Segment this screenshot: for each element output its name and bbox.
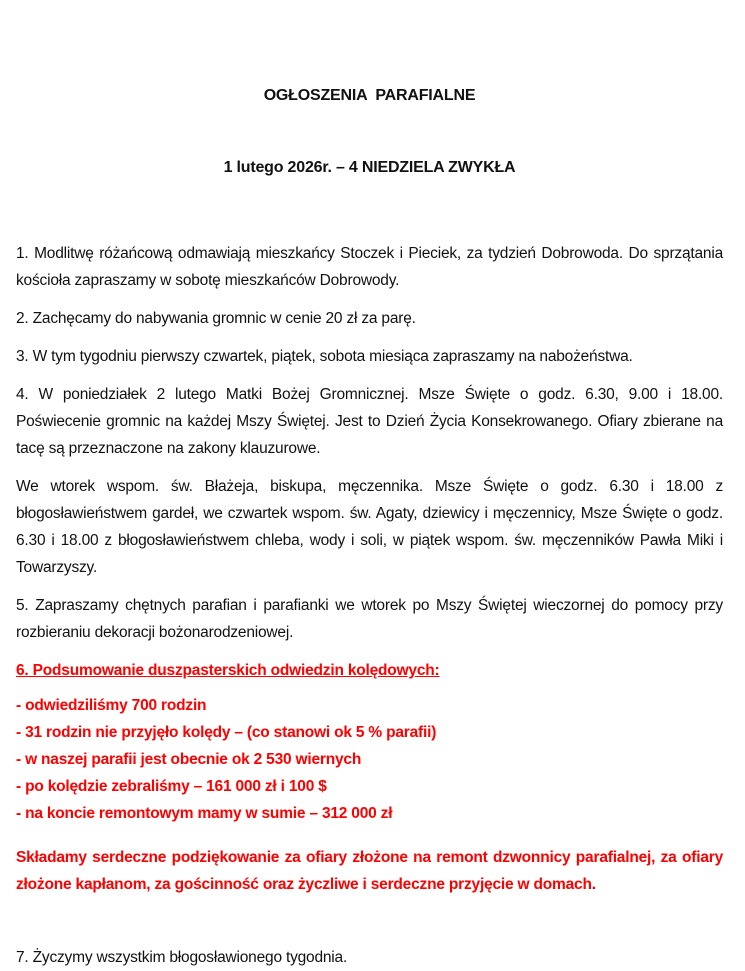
document-title: OGŁOSZENIA PARAFIALNE [263, 87, 476, 104]
summary-list [16, 692, 723, 827]
paragraph-1-rosary: 1. Modlitwę różańcową odmawiają mieszkańcy Stoczek i Pieciek, za tydzień Dobrowoda. Do sprzątania kościoła zapraszamy w sobotę mieszkańców Dobrowody. [16, 245, 723, 289]
document-subtitle: 1 lutego 2026r. – 4 NIEDZIELA ZWYKŁA [223, 159, 516, 176]
summary-heading: 6. Podsumowanie duszpasterskich odwiedzin kolędowych: [16, 662, 440, 679]
summary-item-parish-count: - w naszej parafii jest obecnie ok 2 530 wiernych [16, 751, 362, 768]
summary-item-collected: - po kolędzie zebraliśmy – 161 000 zł i 100 $ [16, 778, 327, 795]
paragraph-2-candles: 2. Zachęcamy do nabywania gromnic w cenie 20 zł za parę. [16, 310, 416, 327]
paragraph-4-monday-feast: 4. W poniedziałek 2 lutego Matki Bożej Gromnicznej. Msze Święte o godz. 6.30, 9.00 i 18.00. Poświecenie gromnic na każdej Mszy Świętej. Jest to Dzień Życia Konsekrowanego. Ofiary zbierane na tacę są przeznaczone na zakony klauzurowe. [16, 386, 723, 457]
closing-paragraph: 7. Życzymy wszystkim błogosławionego tygodnia. [16, 949, 348, 966]
summary-item-families-visited: - odwiedziliśmy 700 rodzin [16, 697, 207, 714]
paragraph-5-decorations: 5. Zapraszamy chętnych parafian i parafianki we wtorek po Mszy Świętej wieczornej do pomocy przy rozbieraniu dekoracji bożonarodzeniowej. [16, 597, 723, 641]
paragraph-week-saints: We wtorek wspom. św. Błażeja, biskupa, męczennika. Msze Święte o godz. 6.30 i 18.00 z błogosławieństwem gardeł, we czwartek wspom. św. Agaty, dziewicy i męczennicy, Msze Święte o godz. 6.30 i 18.00 z błogosławieństwem chleba, wody i soli, w piątek wspom. św. męczenników Pawła Miki i Towarzyszy. [16, 478, 723, 576]
thanks-paragraph: Składamy serdeczne podziękowanie za ofiary złożone na remont dzwonnicy parafialnej, za ofiary złożone kapłanom, za gościnność oraz życzliwe i serdeczne przyjęcie w domach. [16, 849, 723, 893]
summary-item-families-declined: - 31 rodzin nie przyjęło kolędy – (co stanowi ok 5 % parafii) [16, 724, 437, 741]
paragraph-3-first-days: 3. W tym tygodniu pierwszy czwartek, piątek, sobota miesiąca zapraszamy na nabożeństwa. [16, 348, 633, 365]
summary-item-renovation-account: - na koncie remontowym mamy w sumie – 312 000 zł [16, 805, 393, 822]
document-header [16, 36, 723, 228]
